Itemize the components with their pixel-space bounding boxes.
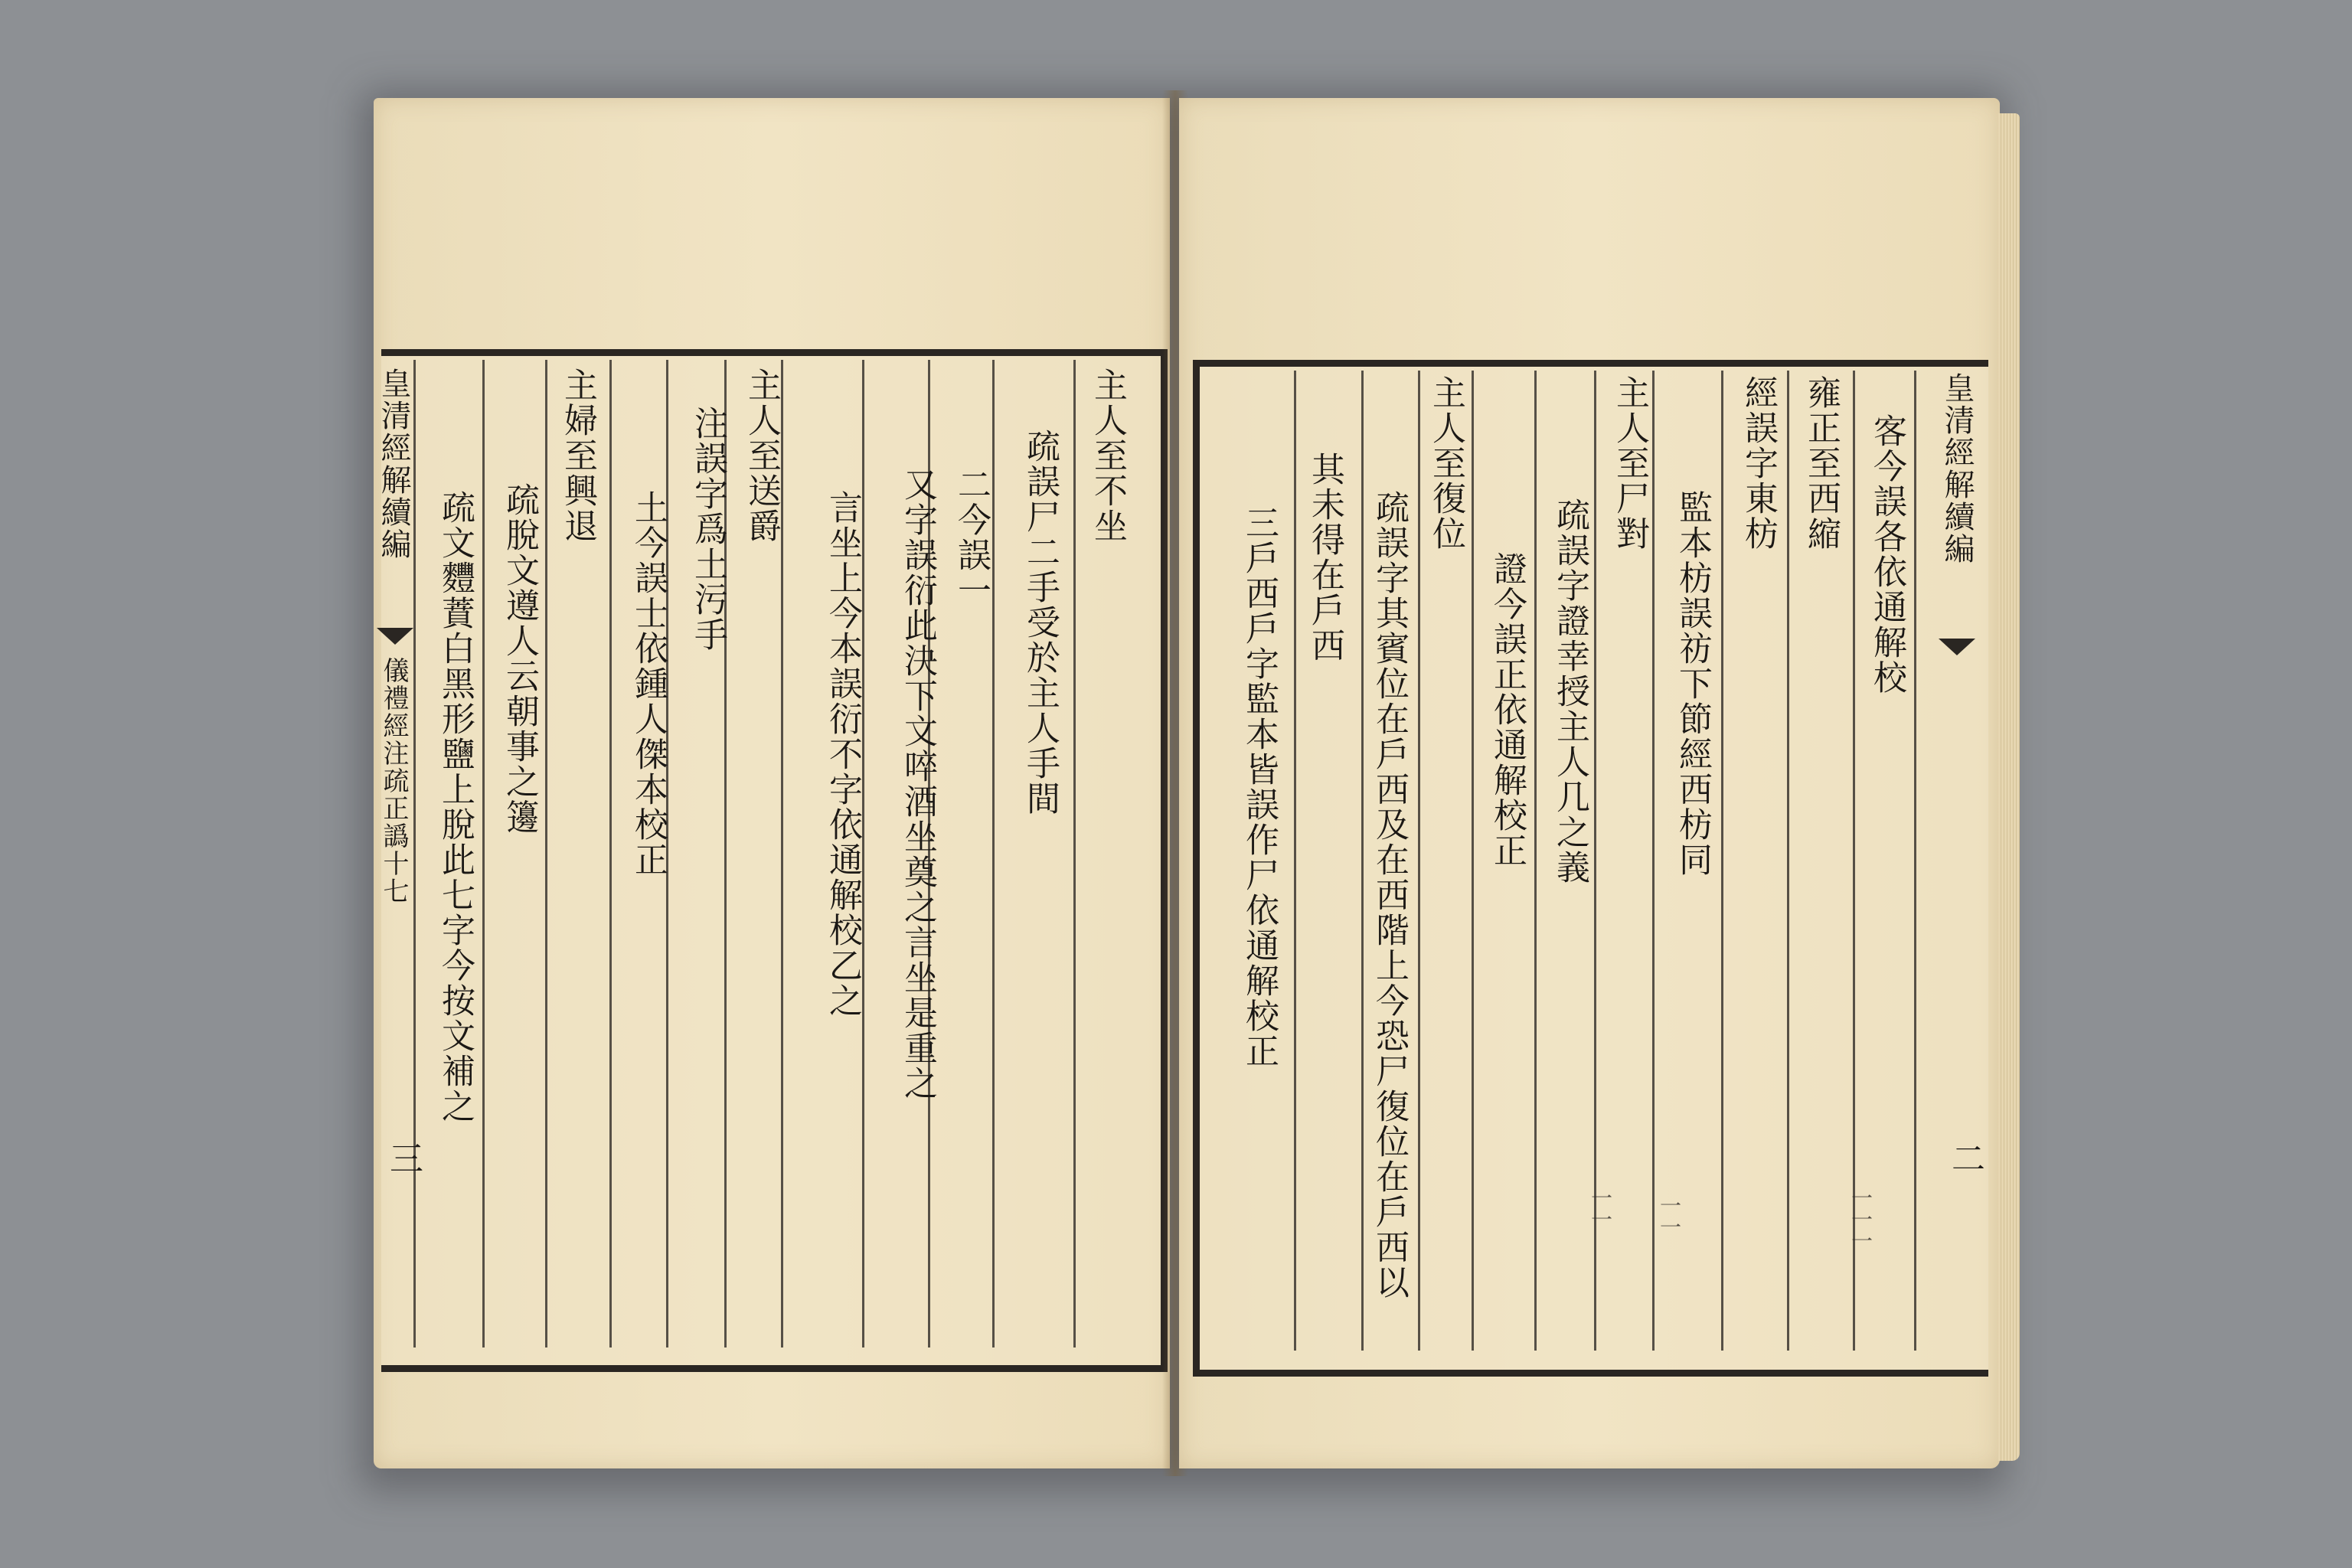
- center-strip-subtitle: 儀禮經注疏正譌十七: [378, 657, 409, 905]
- text-column: 注誤字爲土污手: [688, 406, 727, 652]
- text-column: 三戶西戶字監本皆誤作尸依通解校正: [1240, 505, 1279, 1069]
- column-rule: [1472, 371, 1474, 1351]
- center-strip-title: 皇清經解續編: [376, 368, 411, 560]
- text-column: 雍正至西縮: [1802, 375, 1841, 551]
- tick-marks: 一一: [1657, 1194, 1682, 1237]
- text-column: 其未得在戶西: [1305, 452, 1344, 663]
- text-column: 疏文麷蕡白黑形鹽上脫此七字今按文補之: [436, 490, 475, 1124]
- fish-tail-mark: [1939, 639, 1975, 655]
- text-column: 疏脫文遵人云朝事之籩: [500, 482, 539, 835]
- text-column: 經誤字東枋: [1739, 375, 1778, 551]
- text-column: 疏誤字證幸授主人几之義: [1550, 498, 1589, 885]
- center-strip-title: 皇清經解續編: [1939, 372, 1975, 565]
- column-rule: [1534, 371, 1537, 1351]
- text-column: 客今誤各依通解校: [1867, 413, 1906, 695]
- column-rule: [1721, 371, 1723, 1351]
- text-column: 言坐上今本誤衍不字依通解校乙之: [823, 490, 862, 1018]
- column-rule: [1914, 371, 1916, 1351]
- column-rule: [482, 360, 485, 1348]
- column-rule: [609, 360, 612, 1348]
- text-column: 主人至送爵: [742, 368, 781, 544]
- text-column: 主人至復位: [1426, 375, 1465, 551]
- fish-tail-mark: [377, 628, 413, 645]
- tick-marks: 一一: [1588, 1187, 1613, 1230]
- column-rule: [1787, 371, 1789, 1351]
- text-column: 疏誤尸二手受於主人手間: [1021, 429, 1060, 816]
- column-rule: [1294, 371, 1296, 1351]
- text-column: 主婦至興退: [558, 368, 597, 544]
- column-rule: [1418, 371, 1420, 1351]
- tick-marks: 一一一: [1848, 1187, 1873, 1251]
- text-column: 土今誤士依鍾人傑本校正: [629, 490, 668, 877]
- column-rule: [545, 360, 547, 1348]
- text-column: 二今誤一: [952, 467, 991, 608]
- text-column: 疏誤字其賓位在戶西及在西階上今恐尸復位在戶西以: [1370, 490, 1409, 1300]
- column-rule: [1073, 360, 1076, 1348]
- text-column: 監本枋誤祊下節經西枋同: [1673, 490, 1712, 877]
- column-rule: [992, 360, 995, 1348]
- text-column: 證今誤正依通解校正: [1488, 551, 1527, 868]
- text-column: 主人至尸對: [1610, 375, 1649, 551]
- page-number: 三: [384, 1141, 423, 1176]
- column-rule: [1361, 371, 1364, 1351]
- page-number: 二: [1945, 1141, 1984, 1176]
- text-column: 主人至不坐: [1088, 368, 1127, 544]
- text-column: 又字誤衍此決下文啐酒坐奠之言坐是重之: [898, 467, 937, 1101]
- page-edge: [1998, 113, 2020, 1461]
